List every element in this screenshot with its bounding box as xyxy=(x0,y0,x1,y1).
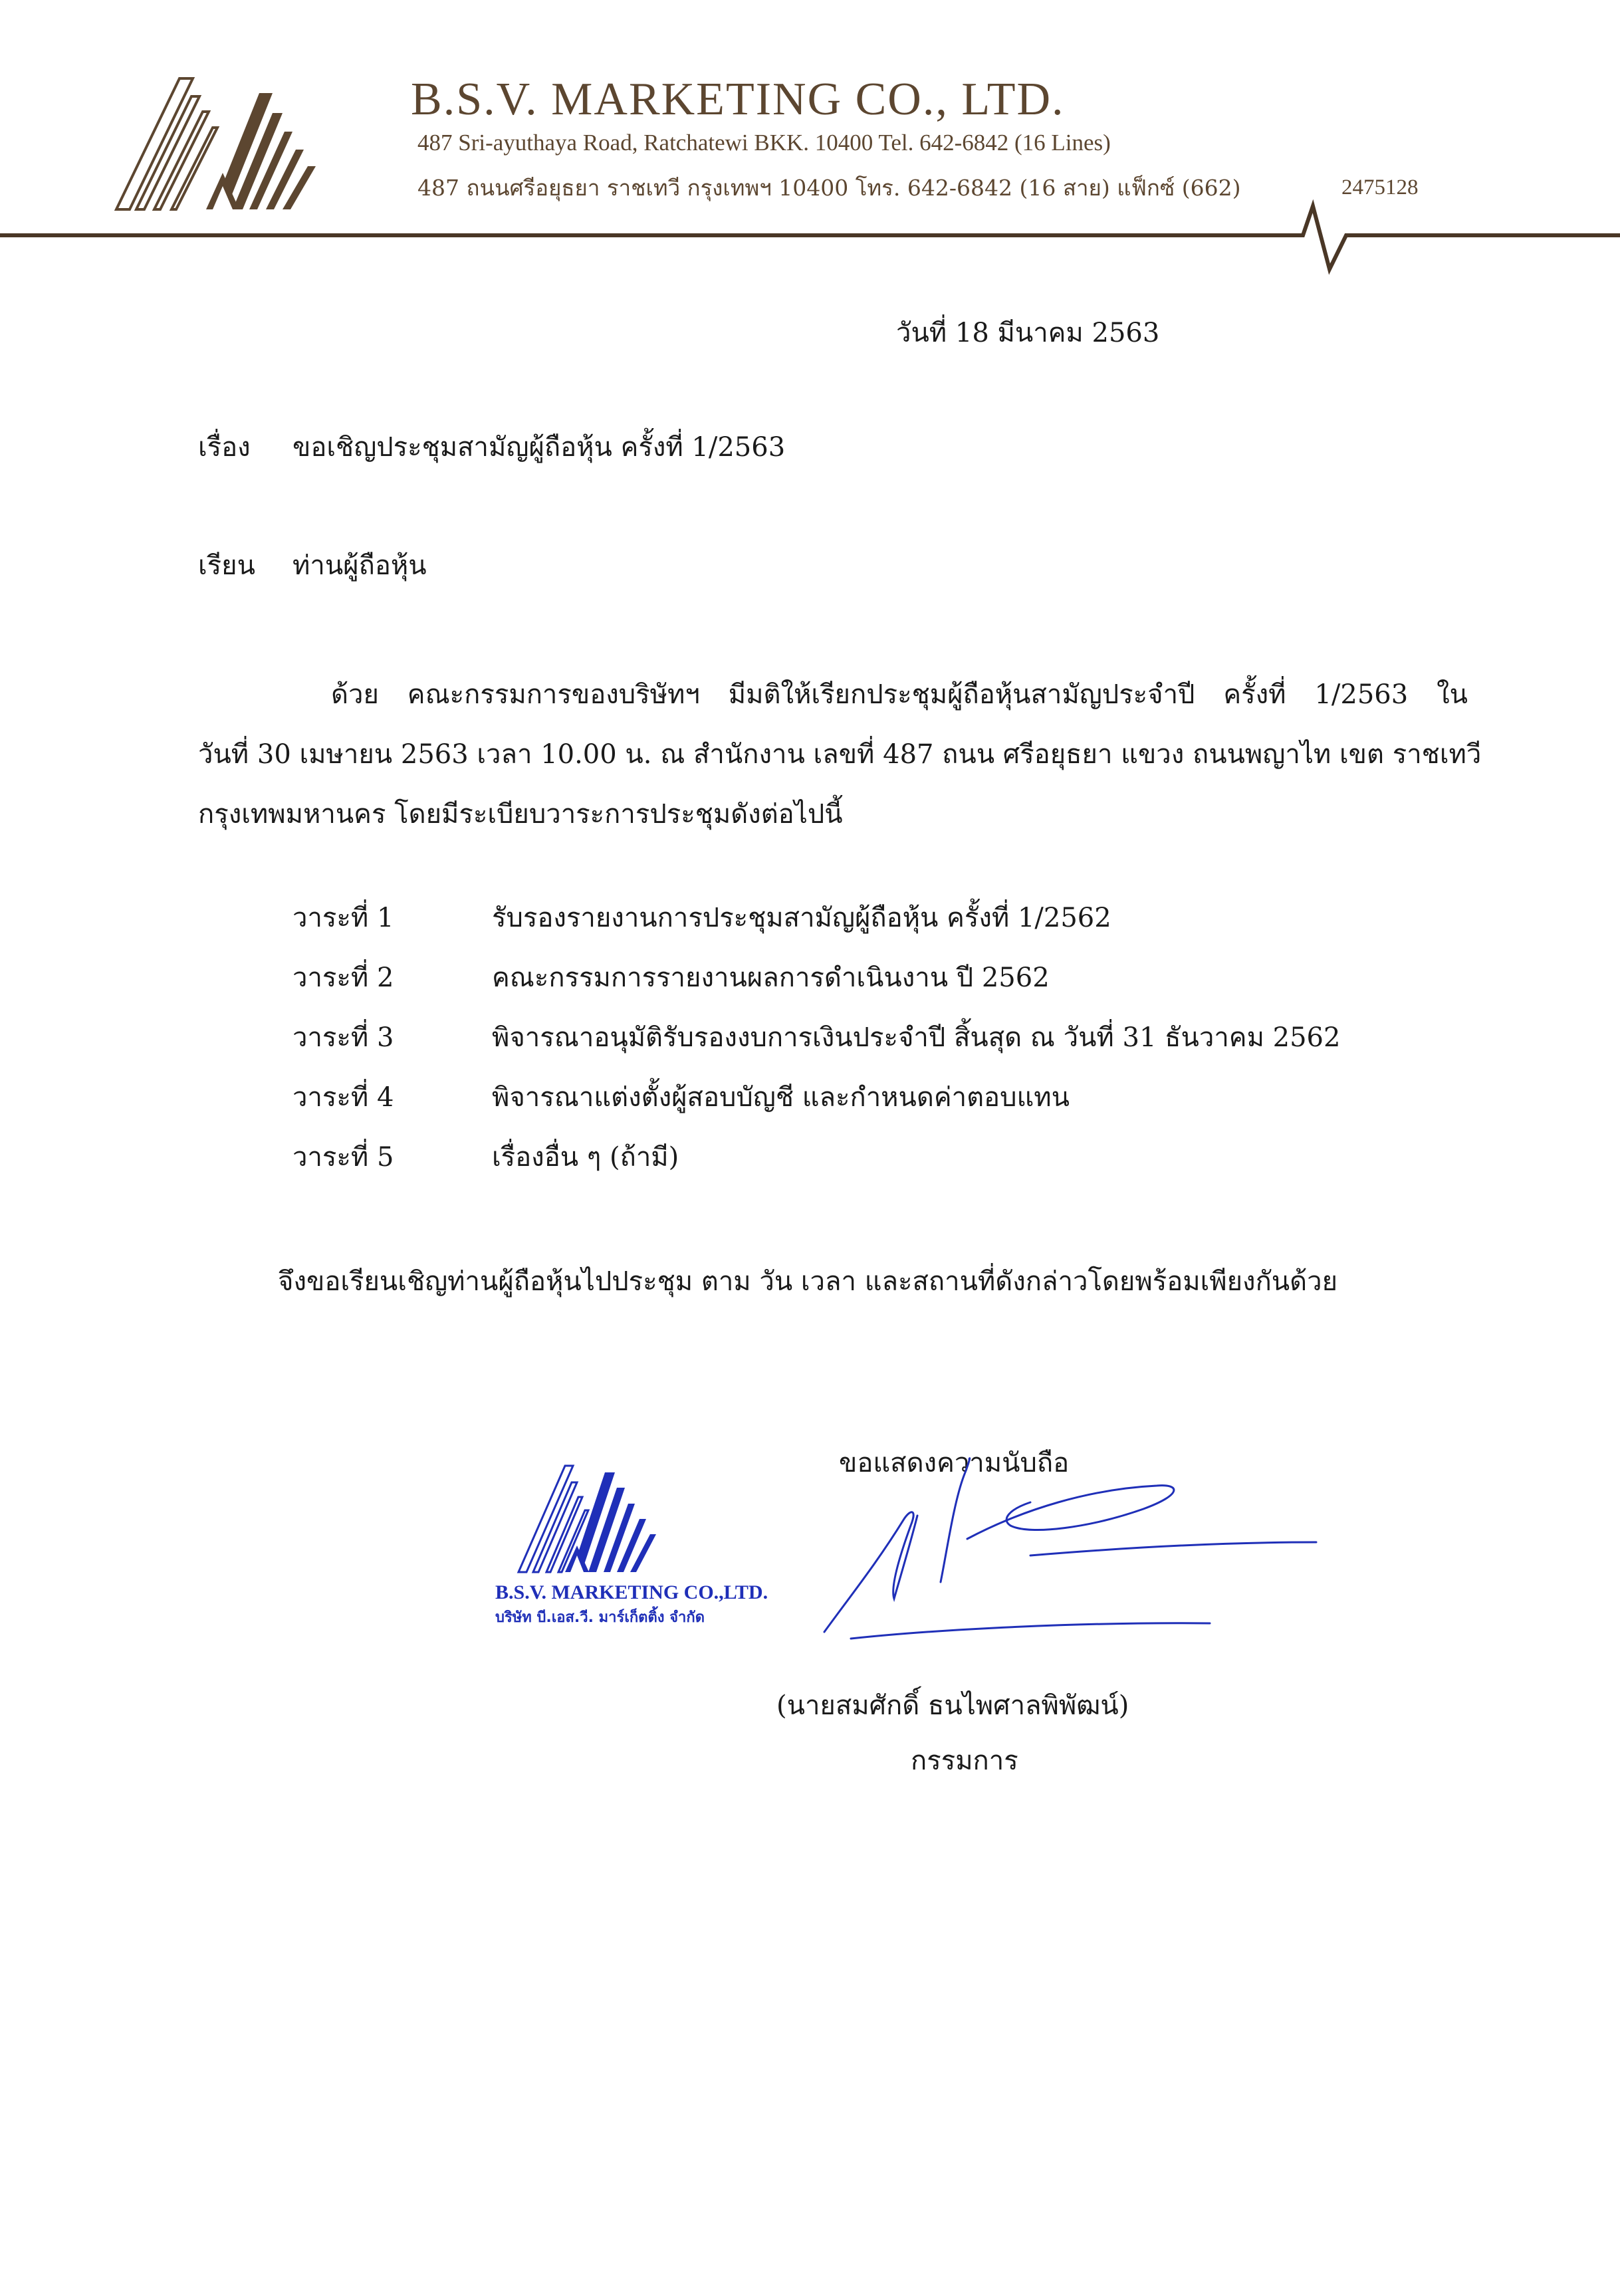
agenda-text: เรื่องอื่น ๆ (ถ้ามี) xyxy=(492,1142,679,1173)
company-stamp-icon xyxy=(492,1456,784,1629)
agenda-text: พิจารณาอนุมัติรับรองงบการเงินประจำปี สิ้นสุด ณ วันที่ 31 ธันวาคม 2562 xyxy=(492,1022,1341,1053)
signature-icon xyxy=(811,1409,1343,1662)
company-name: B.S.V. MARKETING CO., LTD. xyxy=(411,74,1065,125)
subject-label: เรื่อง xyxy=(198,432,251,463)
complimentary-close: ขอแสดงความนับถือ xyxy=(839,1448,1070,1478)
agenda-label: วาระที่ 1 xyxy=(292,903,394,933)
closing-sentence: จึงขอเรียนเชิญท่านผู้ถือหุ้นไปประชุม ตาม วัน เวลา และสถานที่ดังกล่าวโดยพร้อมเพียงกันด้วย xyxy=(278,1266,1338,1297)
company-address-th: 487 ถนนศรีอยุธยา ราชเทวี กรุงเทพฯ 10400 โทร. 642-6842 (16 สาย) แฟ็กซ์ (662) xyxy=(417,175,1241,201)
stamp-name-en: B.S.V. MARKETING CO.,LTD. xyxy=(495,1581,768,1603)
agenda-item xyxy=(292,896,1111,956)
stamp-name-th: บริษัท บี.เอส.วี. มาร์เก็ตติ้ง จำกัด xyxy=(495,1609,705,1626)
salutation-text: ท่านผู้ถือหุ้น xyxy=(292,550,427,581)
agenda-text: รับรองรายงานการประชุมสามัญผู้ถือหุ้น ครั้งที่ 1/2562 xyxy=(492,903,1111,933)
paragraph-line: กรุงเทพมหานคร โดยมีระเบียบวาระการประชุมดังต่อไปนี้ xyxy=(198,799,843,830)
salutation-label: เรียน xyxy=(198,550,255,581)
agenda-item xyxy=(292,1016,1340,1076)
signer-name: (นายสมศักดิ์ ธนไพศาลพิพัฒน์) xyxy=(776,1690,1129,1721)
paragraph-line: วันที่ 30 เมษายน 2563 เวลา 10.00 น. ณ สำนักงาน เลขที่ 487 ถนน ศรีอยุธยา แขวง ถนนพญาไท เขต ราชเทวี xyxy=(198,739,1482,770)
company-address-en: 487 Sri-ayuthaya Road, Ratchatewi BKK. 10400 Tel. 642-6842 (16 Lines) xyxy=(417,130,1111,156)
agenda-label: วาระที่ 2 xyxy=(292,963,394,993)
agenda-item xyxy=(292,1135,679,1195)
agenda-item xyxy=(292,956,1050,1016)
agenda-item xyxy=(292,1076,1070,1135)
company-logo-icon xyxy=(113,66,332,216)
header-divider xyxy=(0,199,1620,279)
body-paragraph xyxy=(198,665,1482,844)
agenda-label: วาระที่ 3 xyxy=(292,1022,394,1053)
agenda-label: วาระที่ 4 xyxy=(292,1082,394,1113)
paragraph-line: ด้วย คณะกรรมการของบริษัทฯ มีมติให้เรียกประชุมผู้ถือหุ้นสามัญประจำปี ครั้งที่ 1/2563 ใน xyxy=(331,679,1468,710)
agenda-text: คณะกรรมการรายงานผลการดำเนินงาน ปี 2562 xyxy=(492,963,1050,993)
agenda-text: พิจารณาแต่งตั้งผู้สอบบัญชี และกำหนดค่าตอบแทน xyxy=(492,1082,1070,1113)
fax-number: 2475128 xyxy=(1341,175,1419,199)
subject-text: ขอเชิญประชุมสามัญผู้ถือหุ้น ครั้งที่ 1/2563 xyxy=(292,432,786,463)
letter-date: วันที่ 18 มีนาคม 2563 xyxy=(896,318,1160,348)
signer-title: กรรมการ xyxy=(911,1746,1018,1776)
agenda-label: วาระที่ 5 xyxy=(292,1142,394,1173)
